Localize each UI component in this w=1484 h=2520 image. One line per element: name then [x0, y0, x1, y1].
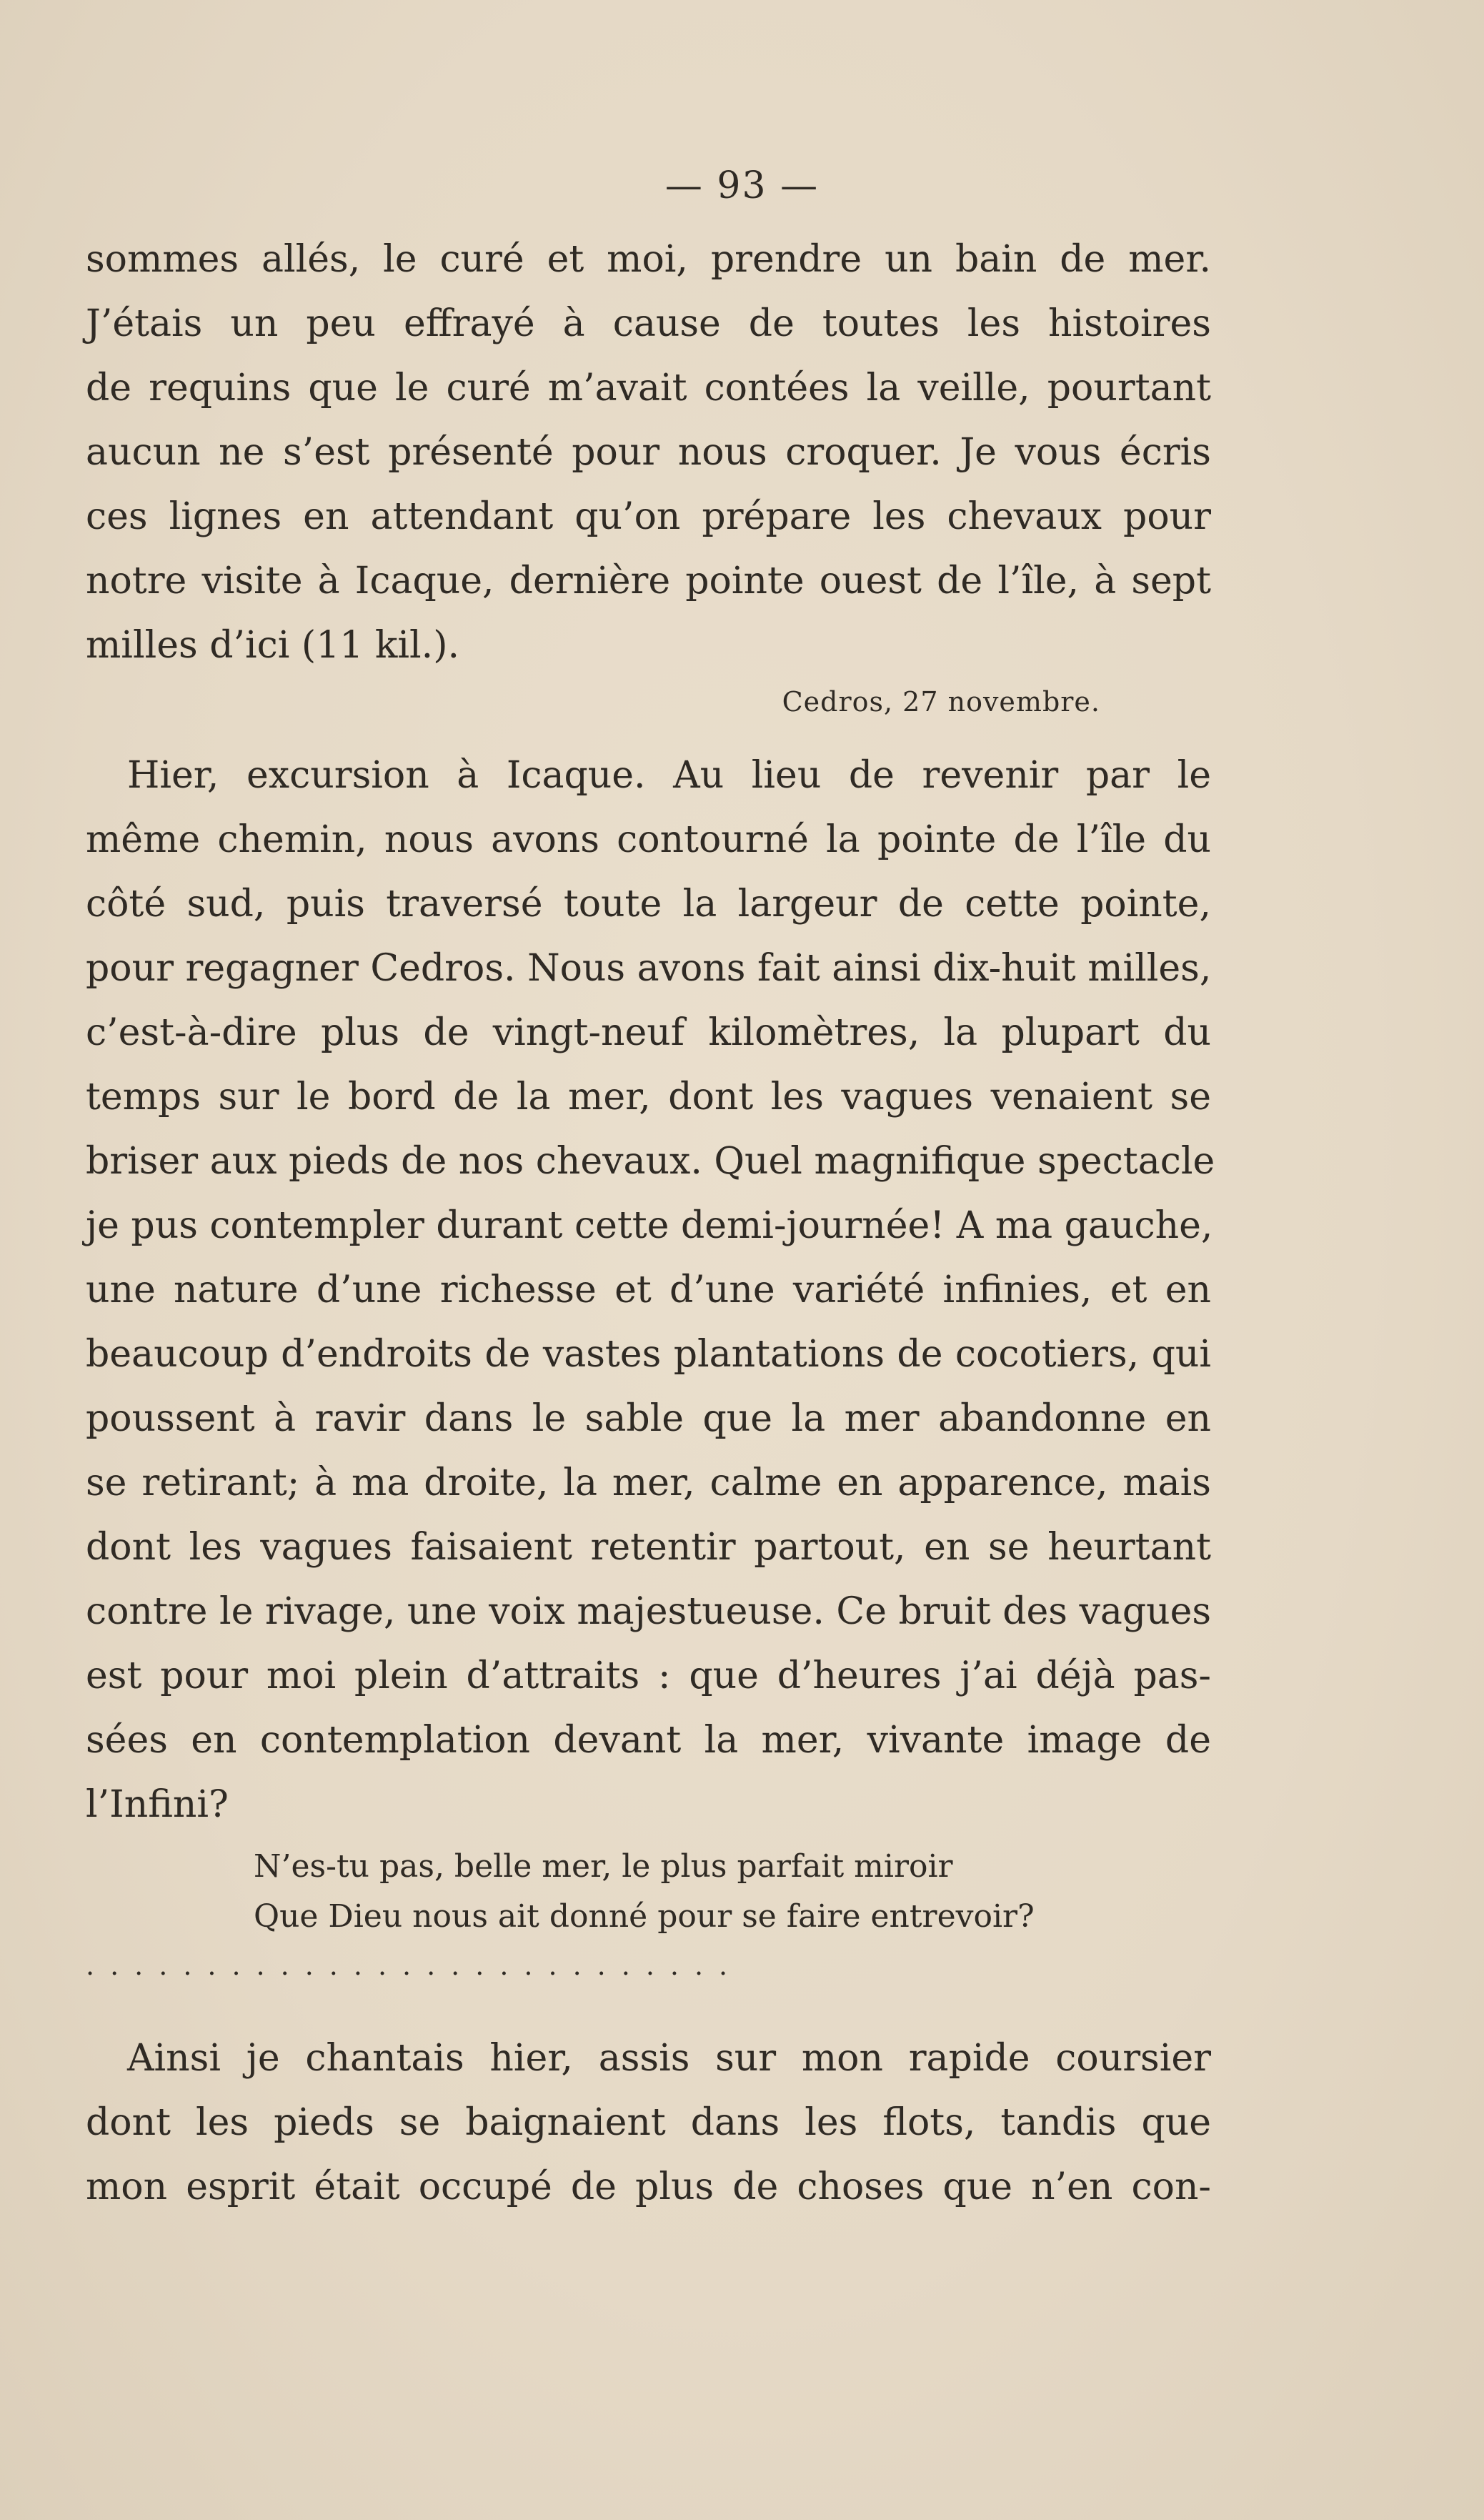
text-line: c’est-à-dire plus de vingt-neuf kilomètres, la plupart du	[86, 1011, 1211, 1054]
text-line: briser aux pieds de nos chevaux. Quel magnifique spectacle	[86, 1140, 1215, 1183]
text-line: se retirant; à ma droite, la mer, calme en apparence, mais	[86, 1462, 1211, 1504]
text-line: dont les vagues faisaient retentir partout, en se heurtant	[86, 1526, 1211, 1569]
text-line: l’Infini?	[86, 1783, 229, 1826]
text-line: J’étais un peu effrayé à cause de toutes les histoires	[86, 302, 1211, 345]
text-line: je pus contempler durant cette demi-journée! A ma gauche,	[86, 1204, 1213, 1247]
text-line: pour regagner Cedros. Nous avons fait ainsi dix-huit milles,	[86, 947, 1212, 990]
text-line: notre visite à Icaque, dernière pointe ouest de l’île, à sept	[86, 560, 1211, 602]
text-line: poussent à ravir dans le sable que la mer abandonne en	[86, 1397, 1211, 1440]
text-line: aucun ne s’est présenté pour nous croquer. Je vous écris	[86, 431, 1211, 474]
text-line: de requins que le curé m’avait contées la veille, pourtant	[86, 367, 1211, 410]
text-line: dont les pieds se baignaient dans les flots, tandis que	[86, 2101, 1211, 2144]
text-line: sées en contemplation devant la mer, vivante image de	[86, 1719, 1211, 1762]
text-line: sommes allés, le curé et moi, prendre un bain de mer.	[86, 238, 1211, 281]
text-line: mon esprit était occupé de plus de choses que n’en con-	[86, 2166, 1211, 2208]
verse-line: Que Dieu nous ait donné pour se faire entrevoir?	[254, 1898, 1035, 1935]
verse-line: N’es-tu pas, belle mer, le plus parfait miroir	[254, 1848, 953, 1885]
text-line: est pour moi plein d’attraits : que d’heures j’ai déjà pas-	[86, 1655, 1211, 1697]
text-line: contre le rivage, une voix majestueuse. Ce bruit des vagues	[86, 1590, 1212, 1633]
text-line: même chemin, nous avons contourné la pointe de l’île du	[86, 818, 1211, 861]
text-line: côté sud, puis traversé toute la largeur de cette pointe,	[86, 883, 1211, 926]
page-number: — 93 —	[664, 164, 820, 207]
text-line: Ainsi je chantais hier, assis sur mon rapide coursier	[127, 2037, 1211, 2080]
text-line: temps sur le bord de la mer, dont les vagues venaient se	[86, 1076, 1211, 1118]
dateline: Cedros, 27 novembre.	[782, 686, 1100, 718]
text-line: milles d’ici (11 kil.).	[86, 624, 460, 667]
text-line: Hier, excursion à Icaque. Au lieu de revenir par le	[127, 754, 1211, 797]
text-line: ces lignes en attendant qu’on prépare les chevaux pour	[86, 495, 1211, 538]
ellipsis-row: ...........................	[86, 1950, 744, 1981]
text-line: une nature d’une richesse et d’une variété infinies, et en	[86, 1269, 1211, 1311]
text-line: beaucoup d’endroits de vastes plantations de cocotiers, qui	[86, 1333, 1211, 1376]
